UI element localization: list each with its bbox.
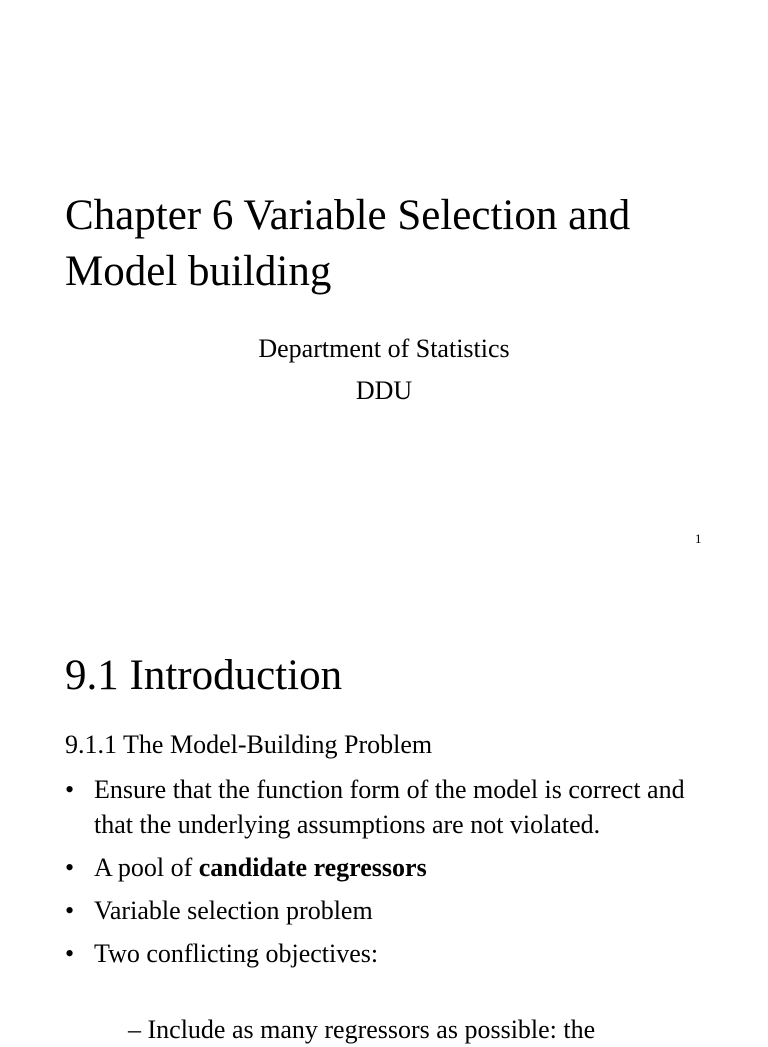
page-number: 1 (695, 531, 702, 546)
bullet-icon: • (65, 896, 75, 925)
bullet-list (65, 772, 685, 971)
section-title: 9.1 Introduction (65, 652, 343, 699)
truncated-sub-bullet: – Include as many regressors as possible: the (128, 1015, 596, 1044)
bullet-text: Variable selection problem (94, 896, 373, 925)
department-name: Department of Statistics (258, 334, 510, 363)
bullet-text: Two conflicting objectives: (94, 939, 379, 968)
bullet-text: Ensure that the function form of the model is correct and that the underlying assumptions are not violated. (94, 775, 685, 839)
list-item (65, 850, 685, 885)
bullet-text-bold: candidate regressors (198, 853, 427, 882)
bullet-text: A pool of (94, 853, 199, 882)
bullet-icon: • (65, 775, 75, 804)
subsection-title: 9.1.1 The Model-Building Problem (65, 730, 433, 759)
bullet-icon: • (65, 939, 75, 968)
list-item (65, 893, 685, 928)
bullet-icon: • (65, 853, 75, 882)
introduction-slide (0, 576, 768, 1044)
list-item (65, 936, 685, 971)
list-item (65, 772, 685, 842)
chapter-title: Chapter 6 Variable Selection and Model building (65, 192, 631, 295)
institution-name: DDU (355, 376, 413, 405)
